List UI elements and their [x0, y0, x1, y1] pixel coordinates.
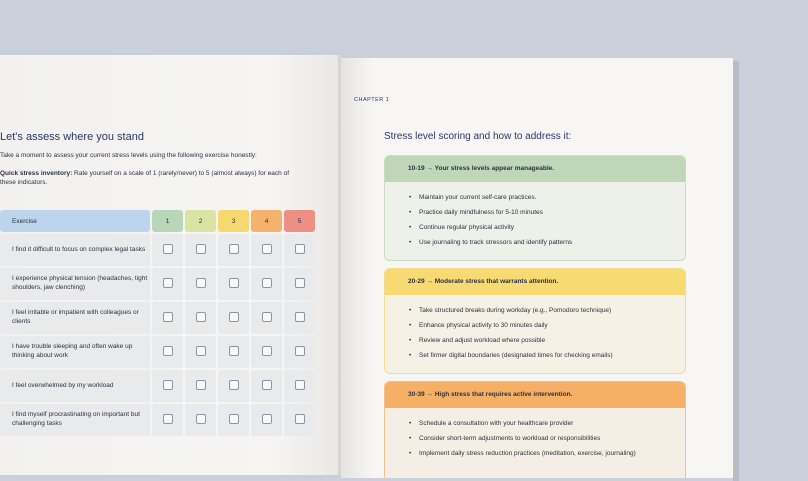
rating-cell [284, 370, 315, 402]
rating-checkbox[interactable] [262, 414, 272, 424]
quick-inventory-text [0, 169, 290, 188]
rating-checkbox[interactable] [229, 278, 239, 288]
exercise-header: Exercise [0, 210, 150, 232]
indicator-text: I feel irritable or impatient with colleagues or clients [0, 302, 150, 334]
rating-checkbox[interactable] [163, 346, 173, 356]
rating-cell [218, 302, 249, 334]
rating-checkbox[interactable] [295, 244, 305, 254]
list-item: • Continue regular physical activity [419, 220, 685, 235]
score-card-heading: 30-39 → High stress that requires active intervention. [385, 382, 685, 408]
rating-checkbox[interactable] [163, 244, 173, 254]
table-header-row [0, 210, 315, 232]
recommendation-list [385, 295, 685, 363]
rating-checkbox[interactable] [262, 278, 272, 288]
rating-checkbox[interactable] [196, 414, 206, 424]
rating-checkbox[interactable] [196, 380, 206, 390]
recommendation-list [385, 182, 685, 250]
rating-checkbox[interactable] [229, 312, 239, 322]
rating-cell [251, 404, 282, 436]
rating-checkbox[interactable] [262, 346, 272, 356]
stress-inventory-table [0, 208, 317, 438]
table-row [0, 370, 315, 402]
score-card-10-19 [384, 155, 686, 261]
score-card-20-29 [384, 268, 686, 374]
chapter-label: CHAPTER 1 [354, 97, 390, 103]
table-row [0, 336, 315, 368]
rating-checkbox[interactable] [262, 380, 272, 390]
left-page [0, 55, 340, 475]
rating-cell [152, 370, 183, 402]
rating-checkbox[interactable] [295, 278, 305, 288]
rating-cell [218, 404, 249, 436]
rating-cell [185, 370, 216, 402]
rating-cell [251, 234, 282, 266]
list-item: • Use journaling to track stressors and identify patterns [419, 235, 685, 250]
indicator-text: I find myself procrastinating on important but challenging tasks [0, 404, 150, 436]
list-item: • Take structured breaks during workday (e.g., Pomodoro technique) [419, 303, 685, 318]
rating-checkbox[interactable] [295, 414, 305, 424]
table-row [0, 268, 315, 300]
rating-checkbox[interactable] [229, 244, 239, 254]
rating-cell [152, 404, 183, 436]
rating-checkbox[interactable] [196, 244, 206, 254]
rating-cell [152, 336, 183, 368]
quick-inventory-body: Rate yourself on a scale of 1 (rarely/never) to 5 (almost always) for each of these indicators. [0, 170, 290, 187]
rating-checkbox[interactable] [163, 380, 173, 390]
scale-header-1: 1 [152, 210, 183, 232]
scale-header-4: 4 [251, 210, 282, 232]
rating-cell [284, 404, 315, 436]
rating-cell [185, 268, 216, 300]
score-card-heading: 10-19 → Your stress levels appear manageable. [385, 156, 685, 182]
rating-checkbox[interactable] [295, 380, 305, 390]
rating-cell [251, 370, 282, 402]
rating-cell [251, 302, 282, 334]
rating-checkbox[interactable] [196, 278, 206, 288]
section-title: Let's assess where you stand [0, 131, 144, 143]
rating-checkbox[interactable] [262, 244, 272, 254]
score-card-heading: 20-29 → Moderate stress that warrants attention. [385, 269, 685, 295]
rating-checkbox[interactable] [163, 278, 173, 288]
page-edge [733, 61, 739, 481]
rating-checkbox[interactable] [229, 346, 239, 356]
rating-cell [218, 268, 249, 300]
recommendation-list [385, 408, 685, 461]
rating-cell [284, 268, 315, 300]
right-page [341, 58, 733, 478]
rating-cell [185, 336, 216, 368]
rating-cell [152, 302, 183, 334]
rating-checkbox[interactable] [295, 312, 305, 322]
rating-cell [218, 234, 249, 266]
rating-cell [284, 336, 315, 368]
score-card-30-39 [384, 381, 686, 478]
rating-cell [152, 268, 183, 300]
rating-checkbox[interactable] [163, 312, 173, 322]
table-row [0, 404, 315, 436]
rating-cell [251, 336, 282, 368]
list-item: • Schedule a consultation with your healthcare provider [419, 416, 685, 431]
rating-cell [284, 234, 315, 266]
list-item: • Consider short-term adjustments to workload or responsibilities [419, 431, 685, 446]
table-row [0, 302, 315, 334]
indicator-text: I have trouble sleeping and often wake up thinking about work [0, 336, 150, 368]
rating-cell [218, 336, 249, 368]
table-row [0, 234, 315, 266]
scale-header-3: 3 [218, 210, 249, 232]
rating-checkbox[interactable] [163, 414, 173, 424]
open-book [0, 55, 740, 475]
rating-checkbox[interactable] [229, 380, 239, 390]
scale-header-5: 5 [284, 210, 315, 232]
rating-checkbox[interactable] [196, 346, 206, 356]
list-item: • Maintain your current self-care practices. [419, 190, 685, 205]
list-item: • Implement daily stress reduction practices (meditation, exercise, journaling) [419, 446, 685, 461]
rating-cell [185, 302, 216, 334]
indicator-text: I find it difficult to focus on complex legal tasks [0, 234, 150, 266]
rating-cell [284, 302, 315, 334]
list-item: • Practice daily mindfulness for 5-10 minutes [419, 205, 685, 220]
scoring-title: Stress level scoring and how to address it: [384, 131, 572, 142]
list-item: • Enhance physical activity to 30 minutes daily [419, 318, 685, 333]
rating-cell [185, 234, 216, 266]
rating-checkbox[interactable] [196, 312, 206, 322]
list-item: • Review and adjust workload where possible [419, 333, 685, 348]
quick-inventory-label: Quick stress inventory: [0, 170, 73, 177]
indicator-text: I feel overwhelmed by my workload [0, 370, 150, 402]
indicator-text: I experience physical tension (headaches, tight shoulders, jaw clenching) [0, 268, 150, 300]
rating-checkbox[interactable] [262, 312, 272, 322]
rating-checkbox[interactable] [295, 346, 305, 356]
list-item: • Set firmer digital boundaries (designated times for checking emails) [419, 348, 685, 363]
rating-cell [218, 370, 249, 402]
rating-cell [185, 404, 216, 436]
scale-header-2: 2 [185, 210, 216, 232]
rating-cell [152, 234, 183, 266]
rating-cell [251, 268, 282, 300]
intro-text: Take a moment to assess your current stress levels using the following exercise honestly: [0, 152, 257, 159]
rating-checkbox[interactable] [229, 414, 239, 424]
